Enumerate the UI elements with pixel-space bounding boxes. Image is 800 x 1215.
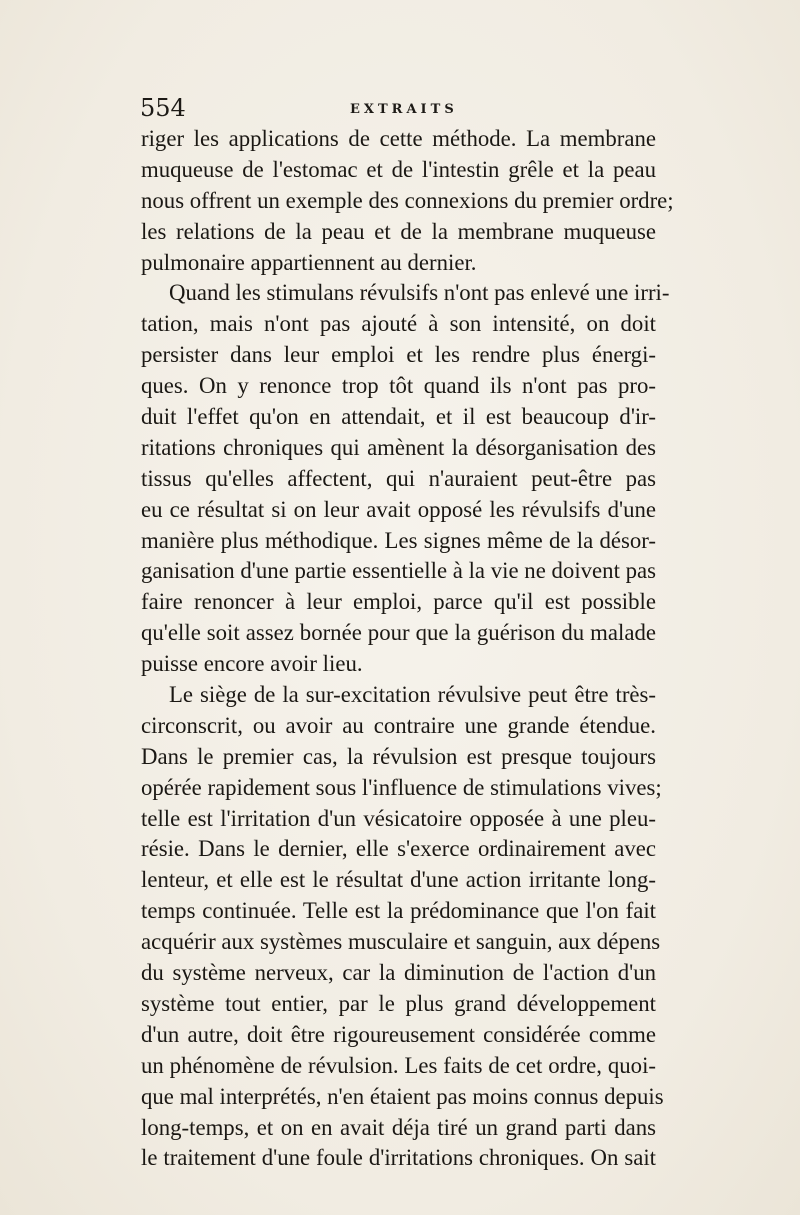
- text-line: le traitement d'une foule d'irritations chroniques. On sait: [141, 1145, 656, 1171]
- text-line: tissus qu'elles affectent, qui n'auraient peut-être pas: [141, 465, 656, 491]
- text-line: ques. On y renonce trop tôt quand ils n'ont pas pro-: [141, 373, 656, 399]
- text-line: lenteur, et elle est le résultat d'une action irritante long-: [141, 867, 656, 893]
- text-line: du système nerveux, car la diminution de l'action d'un: [141, 960, 656, 986]
- text-line: système tout entier, par le plus grand développement: [141, 990, 656, 1016]
- text-line: persister dans leur emploi et les rendre plus énergi-: [141, 342, 656, 368]
- text-line: Quand les stimulans révulsifs n'ont pas enlevé une irri-: [169, 280, 670, 306]
- text-line: d'un autre, doit être rigoureusement considérée comme: [141, 1021, 656, 1047]
- text-line: eu ce résultat si on leur avait opposé les révulsifs d'une: [141, 496, 656, 522]
- text-line: que mal interprétés, n'en étaient pas moins connus depuis: [141, 1083, 664, 1109]
- text-line: duit l'effet qu'on en attendait, et il est beaucoup d'ir-: [141, 404, 656, 430]
- text-line: telle est l'irritation d'un vésicatoire opposée à une pleu-: [141, 805, 656, 831]
- text-line: pulmonaire appartiennent au dernier.: [141, 249, 477, 275]
- text-line: tation, mais n'ont pas ajouté à son intensité, on doit: [141, 311, 656, 337]
- body-text: [141, 124, 674, 1174]
- page-number: 554: [140, 94, 186, 122]
- text-line: muqueuse de l'estomac et de l'intestin grêle et la peau: [141, 156, 656, 182]
- text-line: un phénomène de révulsion. Les faits de cet ordre, quoi-: [141, 1052, 656, 1078]
- text-line: puisse encore avoir lieu.: [141, 651, 363, 677]
- running-head: EXTRAITS: [350, 102, 458, 117]
- text-line: ganisation d'une partie essentielle à la vie ne doivent pas: [141, 558, 656, 584]
- text-line: circonscrit, ou avoir au contraire une grande étendue.: [141, 712, 656, 738]
- text-line: faire renoncer à leur emploi, parce qu'il est possible: [141, 589, 656, 615]
- page-header: [140, 94, 660, 126]
- text-line: Dans le premier cas, la révulsion est presque toujours: [141, 743, 656, 769]
- text-line: riger les applications de cette méthode. La membrane: [141, 126, 656, 151]
- text-line: résie. Dans le dernier, elle s'exerce ordinairement avec: [141, 836, 656, 862]
- text-line: long-temps, et on en avait déja tiré un grand parti dans: [141, 1114, 656, 1140]
- text-line: temps continuée. Telle est la prédominance que l'on fait: [141, 898, 656, 924]
- text-line: nous offrent un exemple des connexions du premier ordre;: [141, 187, 674, 213]
- text-line: qu'elle soit assez bornée pour que la guérison du malade: [141, 620, 656, 646]
- text-line: acquérir aux systèmes musculaire et sanguin, aux dépens: [141, 929, 661, 955]
- text-line: opérée rapidement sous l'influence de stimulations vives;: [141, 774, 662, 800]
- text-line: manière plus méthodique. Les signes même de la désor-: [141, 527, 656, 553]
- text-line: ritations chroniques qui amènent la désorganisation des: [141, 434, 656, 460]
- text-line: les relations de la peau et de la membrane muqueuse: [141, 218, 656, 244]
- text-line: Le siège de la sur-excitation révulsive peut être très-: [169, 682, 656, 708]
